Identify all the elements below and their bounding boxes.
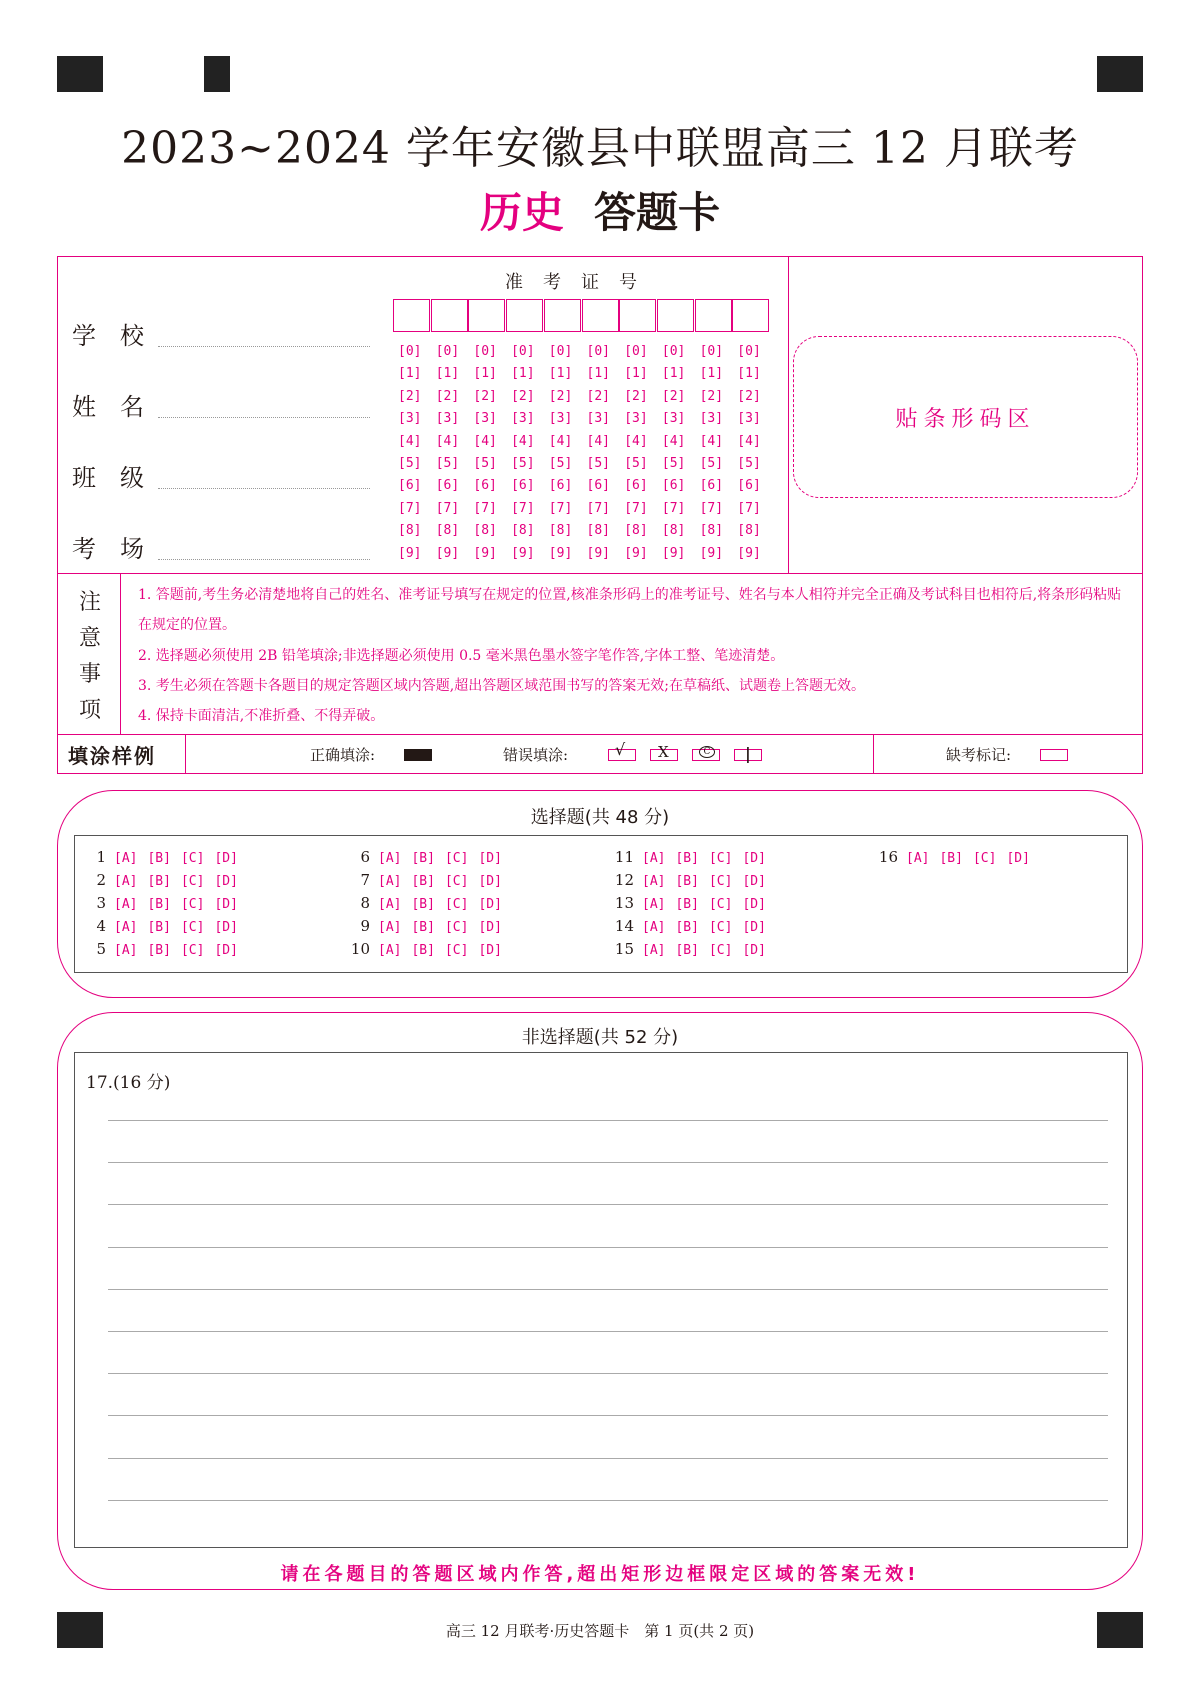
answer-option-bubble[interactable]: [B] [675, 874, 699, 889]
check-mark: √ [615, 740, 626, 759]
answer-line [108, 1204, 1108, 1205]
notice-item-3: 3. 考生必须在答题卡各题目的规定答题区域内答题,超出答题区域范围书写的答案无效;在草稿纸、试题卷上答题无效。 [138, 678, 865, 694]
answer-option-bubble[interactable]: [B] [411, 943, 435, 958]
exam-number-digit-bubble[interactable]: [8] [699, 523, 724, 539]
answer-option-bubble[interactable]: [D] [214, 851, 238, 866]
answer-option-bubble[interactable]: [A] [642, 943, 666, 958]
exam-number-digit-bubble[interactable]: [6] [473, 478, 497, 494]
exam-number-digit-bubble[interactable]: [5] [586, 456, 610, 471]
answer-option-bubble[interactable]: [D] [214, 920, 238, 935]
wrong-fill-sample-1 [608, 740, 636, 761]
question-number: 14 [614, 917, 634, 935]
exam-number-digit-bubble[interactable]: [4] [473, 433, 497, 449]
answer-option-bubble[interactable]: [C] [444, 874, 469, 889]
answer-line [108, 1415, 1108, 1416]
exam-number-digit-bubble[interactable]: [0] [699, 344, 724, 359]
choice-question-row [74, 940, 248, 958]
exam-number-digit-bubble[interactable]: [5] [435, 456, 460, 471]
answer-option-bubble[interactable]: [A] [378, 897, 402, 912]
exam-number-digit-bubble[interactable]: [8] [473, 523, 497, 539]
question-number: 4 [96, 917, 106, 935]
registration-mark-top-center [204, 56, 230, 92]
absent-mark-box[interactable] [1040, 749, 1068, 761]
answer-option-bubble[interactable]: [C] [444, 920, 469, 935]
exam-number-digit-bubble[interactable]: [4] [548, 433, 573, 449]
exam-number-digit-bubble[interactable]: [8] [624, 523, 648, 539]
exam-number-digit-bubble[interactable]: [8] [737, 523, 761, 539]
answer-line [108, 1373, 1108, 1374]
school-line [158, 346, 370, 347]
exam-number-digit-bubble[interactable]: [2] [699, 388, 724, 404]
exam-number-digit-bubble[interactable]: [3] [737, 411, 761, 427]
choice-question-row [602, 848, 776, 866]
exam-number-digit-bubble[interactable]: [2] [737, 388, 761, 404]
question-17-label: 17.(16 分) [86, 1073, 171, 1093]
exam-number-digit-bubble[interactable]: [4] [435, 433, 460, 449]
answer-option-bubble[interactable]: [A] [378, 920, 402, 935]
exam-number-digit-bubble[interactable]: [7] [661, 500, 686, 516]
exam-number-title: 准考证号 [505, 272, 657, 293]
choice-question-row [602, 917, 776, 935]
exam-number-digit-bubble[interactable]: [7] [586, 500, 610, 516]
answer-option-bubble[interactable]: [B] [675, 851, 699, 866]
divider [185, 734, 186, 774]
answer-line [108, 1247, 1108, 1248]
choice-section-title: 选择题(共 48 分) [530, 807, 670, 828]
exam-number-digit-bubble[interactable]: [8] [548, 523, 573, 539]
exam-number-digit-bubble[interactable]: [5] [511, 456, 535, 471]
answer-option-bubble[interactable]: [A] [378, 874, 402, 889]
exam-number-digit-bubble[interactable]: [2] [473, 388, 497, 404]
exam-number-box[interactable] [657, 299, 694, 332]
exam-number-digit-bubble[interactable]: [0] [661, 344, 686, 359]
answer-option-bubble[interactable]: [A] [906, 851, 930, 866]
question-number: 10 [350, 940, 370, 958]
exam-number-digit-bubble[interactable]: [8] [586, 523, 610, 539]
exam-number-digit-bubble[interactable]: [9] [473, 545, 497, 561]
answer-option-bubble[interactable]: [D] [478, 874, 502, 889]
exam-number-digit-bubble[interactable]: [6] [586, 478, 610, 494]
exam-number-digit-bubble[interactable]: [4] [398, 433, 422, 449]
exam-number-digit-bubble[interactable]: [8] [435, 523, 460, 539]
card-subtitle [0, 180, 1200, 240]
answer-option-bubble[interactable]: [C] [708, 920, 733, 935]
exam-number-digit-bubble[interactable]: [3] [473, 411, 497, 427]
exam-number-digit-bubble[interactable]: [0] [737, 344, 761, 359]
answer-option-bubble[interactable]: [C] [708, 943, 733, 958]
answer-option-bubble[interactable]: [B] [411, 874, 435, 889]
exam-number-digit-bubble[interactable]: [7] [473, 500, 497, 516]
answer-option-bubble[interactable]: [D] [742, 851, 766, 866]
notice-item-2: 2. 选择题必须使用 2B 铅笔填涂;非选择题必须使用 0.5 毫米黑色墨水签字笔作答,字体工整、笔迹清楚。 [138, 648, 785, 664]
exam-number-digit-bubble[interactable]: [2] [435, 388, 460, 404]
correct-fill-label: 正确填涂: [310, 746, 376, 764]
exam-number-digit-bubble[interactable]: [4] [737, 433, 761, 449]
class-field[interactable] [72, 458, 372, 493]
name-line [158, 417, 370, 418]
answer-option-bubble[interactable]: [B] [147, 920, 171, 935]
notice-item-1: 1. 答题前,考生务必清楚地将自己的姓名、准考证号填写在规定的位置,核准条形码上的准考证号、姓名与本人相符并完全正确及考试科目也相符后,将条形码粘贴在规定的位置。 [138, 587, 1122, 633]
exam-number-box[interactable] [506, 299, 543, 332]
exam-number-box[interactable] [732, 299, 769, 332]
exam-number-box[interactable] [431, 299, 468, 332]
answer-option-bubble[interactable]: [C] [444, 897, 469, 912]
exam-number-digit-bubble[interactable]: [5] [661, 456, 686, 471]
answer-option-bubble[interactable]: [C] [444, 943, 469, 958]
answer-option-bubble[interactable]: [B] [675, 920, 699, 935]
question-number: 15 [614, 940, 634, 958]
answer-option-bubble[interactable]: [C] [708, 851, 733, 866]
page-footer: 高三 12 月联考·历史答题卡 第 1 页(共 2 页) [445, 1622, 755, 1640]
answer-option-bubble[interactable]: [D] [742, 874, 766, 889]
question-number: 12 [614, 871, 634, 889]
answer-option-bubble[interactable]: [B] [147, 851, 171, 866]
exam-number-digit-bubble[interactable]: [1] [737, 366, 761, 382]
question-number: 13 [614, 894, 634, 912]
notice-item-4: 4. 保持卡面清洁,不准折叠、不得弄破。 [138, 708, 385, 724]
exam-number-digit-bubble[interactable]: [5] [548, 456, 573, 471]
question-number: 11 [614, 848, 634, 866]
exam-number-digit-bubble[interactable]: [9] [661, 545, 686, 561]
answer-option-bubble[interactable]: [B] [675, 897, 699, 912]
answer-option-bubble[interactable]: [C] [180, 874, 205, 889]
bar-mark: | [745, 744, 751, 763]
answer-option-bubble[interactable]: [D] [478, 897, 502, 912]
room-label: 考 场 [72, 535, 144, 563]
choice-question-row [338, 871, 512, 889]
exam-number-digit-bubble[interactable]: [3] [511, 411, 535, 427]
answer-option-bubble[interactable]: [A] [114, 943, 138, 958]
room-line [158, 559, 370, 560]
answer-option-bubble[interactable]: [B] [147, 943, 171, 958]
exam-number-digit-bubble[interactable]: [8] [398, 523, 422, 539]
exam-number-box[interactable] [544, 299, 581, 332]
exam-number-digit-bubble[interactable]: [2] [548, 388, 573, 404]
wrong-fill-sample-3 [692, 749, 720, 761]
exam-number-digit-bubble[interactable]: [6] [548, 478, 573, 494]
exam-number-digit-bubble[interactable]: [7] [511, 500, 535, 516]
answer-option-bubble[interactable]: [D] [214, 874, 238, 889]
exam-number-digit-bubble[interactable]: [1] [624, 366, 648, 382]
fill-sample-label: 填涂样例 [68, 744, 156, 768]
answer-option-bubble[interactable]: [A] [642, 874, 666, 889]
exam-number-digit-bubble[interactable]: [4] [511, 433, 535, 449]
answer-option-bubble[interactable]: [A] [378, 851, 402, 866]
name-label: 姓 名 [72, 393, 144, 421]
exam-number-digit-bubble[interactable]: [1] [398, 366, 422, 382]
answer-option-bubble[interactable]: [A] [378, 943, 402, 958]
choice-question-row [74, 917, 248, 935]
answer-option-bubble[interactable]: [D] [742, 943, 766, 958]
x-mark: X [658, 743, 669, 761]
divider [788, 256, 789, 573]
choice-question-row [602, 894, 776, 912]
answer-option-bubble[interactable]: [A] [114, 897, 138, 912]
exam-number-digit-bubble[interactable]: [2] [511, 388, 535, 404]
exam-title: 2023~2024 学年安徽县中联盟高三 12 月联考 [121, 123, 1079, 174]
answer-option-bubble[interactable]: [B] [147, 897, 171, 912]
exam-number-digit-bubble[interactable]: [3] [398, 411, 422, 427]
exam-number-digit-bubble[interactable]: [6] [511, 478, 535, 494]
card-name-label: 答题卡 [594, 188, 721, 237]
choice-question-row [74, 871, 248, 889]
answer-option-bubble[interactable]: [C] [180, 851, 205, 866]
exam-number-digit-bubble[interactable]: [1] [473, 366, 497, 382]
exam-number-digit-bubble[interactable]: [2] [624, 388, 648, 404]
class-line [158, 488, 370, 489]
divider [873, 734, 874, 774]
wrong-fill-sample-4 [734, 744, 762, 763]
open-section-title: 非选择题(共 52 分) [521, 1027, 679, 1048]
exam-number-digit-bubble[interactable]: [1] [699, 366, 724, 382]
exam-number-digit-bubble[interactable]: [7] [624, 500, 648, 516]
exam-number-digit-bubble[interactable]: [6] [661, 478, 686, 494]
notice-label: 注意事项 [78, 590, 101, 723]
exam-number-box[interactable] [695, 299, 732, 332]
answer-option-bubble[interactable]: [C] [444, 851, 469, 866]
answer-line [108, 1162, 1108, 1163]
exam-number-digit-bubble[interactable]: [4] [661, 433, 686, 449]
exam-number-digit-bubble[interactable]: [1] [548, 366, 573, 382]
exam-number-digit-bubble[interactable]: [7] [699, 500, 724, 516]
answer-option-bubble[interactable]: [D] [478, 920, 502, 935]
choice-question-row [74, 894, 248, 912]
exam-number-digit-bubble[interactable]: [0] [511, 344, 535, 359]
exam-number-digit-bubble[interactable]: [7] [435, 500, 460, 516]
answer-option-bubble[interactable]: [A] [114, 851, 138, 866]
answer-option-bubble[interactable]: [A] [114, 874, 138, 889]
exam-number-digit-bubble[interactable]: [4] [624, 433, 648, 449]
school-field[interactable] [72, 316, 372, 351]
answer-option-bubble[interactable]: [C] [708, 897, 733, 912]
wrong-fill-sample-2 [650, 743, 678, 761]
answer-line [108, 1500, 1108, 1501]
exam-number-box[interactable] [468, 299, 505, 332]
barcode-area: 贴条形码区 [793, 336, 1138, 498]
exam-number-digit-bubble[interactable]: [3] [661, 411, 686, 427]
exam-number-digit-bubble[interactable]: [9] [511, 545, 535, 561]
exam-number-digit-bubble[interactable]: [8] [511, 523, 535, 539]
question-number: 3 [96, 894, 106, 912]
exam-number-digit-bubble[interactable]: [7] [548, 500, 573, 516]
choice-question-row [866, 848, 1040, 866]
exam-number-digit-bubble[interactable]: [0] [548, 344, 573, 359]
choice-question-row [338, 940, 512, 958]
answer-option-bubble[interactable]: [B] [147, 874, 171, 889]
answer-option-bubble[interactable]: [D] [478, 851, 502, 866]
answer-option-bubble[interactable]: [D] [1006, 851, 1030, 866]
exam-number-digit-bubble[interactable]: [7] [737, 500, 761, 516]
choice-question-row [602, 871, 776, 889]
question-number: 6 [360, 848, 370, 866]
answer-option-bubble[interactable]: [B] [411, 920, 435, 935]
exam-number-digit-bubble[interactable]: [6] [398, 478, 422, 494]
exam-number-digit-bubble[interactable]: [3] [435, 411, 460, 427]
correct-fill-sample [404, 749, 432, 761]
answer-option-bubble[interactable]: [C] [180, 920, 205, 935]
exam-number-digit-bubble[interactable]: [3] [586, 411, 610, 427]
exam-number-digit-bubble[interactable]: [1] [511, 366, 535, 382]
question-number: 8 [360, 894, 370, 912]
answer-option-bubble[interactable]: [D] [214, 897, 238, 912]
exam-number-digit-bubble[interactable]: [4] [586, 433, 610, 449]
exam-number-digit-bubble[interactable]: [6] [737, 478, 761, 494]
question-number: 5 [96, 940, 106, 958]
exam-number-digit-bubble[interactable]: [5] [699, 456, 724, 471]
exam-number-digit-bubble[interactable]: [7] [398, 500, 422, 516]
question-number: 9 [360, 917, 370, 935]
answer-line [108, 1289, 1108, 1290]
exam-number-digit-bubble[interactable]: [9] [699, 545, 724, 561]
exam-number-digit-bubble[interactable]: [9] [548, 545, 573, 561]
answer-option-bubble[interactable]: [C] [972, 851, 997, 866]
divider [120, 573, 121, 734]
answer-option-bubble[interactable]: [B] [675, 943, 699, 958]
exam-number-digit-bubble[interactable]: [8] [661, 523, 686, 539]
exam-number-box[interactable] [582, 299, 619, 332]
exam-number-digit-bubble[interactable]: [0] [473, 344, 497, 359]
exam-number-digit-bubble[interactable]: [1] [435, 366, 460, 382]
answer-option-bubble[interactable]: [B] [411, 851, 435, 866]
exam-number-digit-bubble[interactable]: [3] [699, 411, 724, 427]
exam-number-digit-bubble[interactable]: [0] [624, 344, 648, 359]
absent-mark-label: 缺考标记: [946, 746, 1012, 764]
answer-option-bubble[interactable]: [D] [478, 943, 502, 958]
answer-option-bubble[interactable]: [B] [411, 897, 435, 912]
answer-option-bubble[interactable]: [A] [642, 920, 666, 935]
registration-mark-top-right [1097, 56, 1143, 92]
choice-question-row [602, 940, 776, 958]
exam-number-digit-bubble[interactable]: [9] [586, 545, 610, 561]
answer-option-bubble[interactable]: [C] [180, 943, 205, 958]
choice-question-row [338, 894, 512, 912]
exam-number-digit-bubble[interactable]: [6] [435, 478, 460, 494]
exam-number-digit-bubble[interactable]: [2] [398, 388, 422, 404]
exam-number-box[interactable] [619, 299, 656, 332]
divider [57, 734, 1143, 735]
choice-question-row [338, 917, 512, 935]
answer-option-bubble[interactable]: [A] [642, 897, 666, 912]
exam-number-digit-bubble[interactable]: [2] [661, 388, 686, 404]
choice-question-row [338, 848, 512, 866]
question-number: 16 [878, 848, 898, 866]
answer-option-bubble[interactable]: [A] [642, 851, 666, 866]
answer-option-bubble[interactable]: [C] [708, 874, 733, 889]
exam-number-digit-bubble[interactable]: [0] [586, 344, 610, 359]
name-field[interactable] [72, 387, 372, 422]
exam-number-digit-bubble[interactable]: [9] [398, 545, 422, 561]
exam-number-digit-bubble[interactable]: [2] [586, 388, 610, 404]
exam-number-digit-bubble[interactable]: [4] [699, 433, 724, 449]
exam-number-digit-bubble[interactable]: [9] [737, 545, 761, 561]
exam-number-digit-bubble[interactable]: [5] [737, 456, 761, 471]
registration-mark-top-left [57, 56, 103, 92]
choice-question-row [74, 848, 248, 866]
open-answer-area[interactable] [74, 1052, 1128, 1548]
circle-mark: C [699, 746, 715, 758]
room-field[interactable] [72, 529, 372, 564]
answer-option-bubble[interactable]: [D] [742, 920, 766, 935]
answer-option-bubble[interactable]: [C] [180, 897, 205, 912]
answer-option-bubble[interactable]: [B] [939, 851, 963, 866]
class-label: 班 级 [72, 464, 144, 492]
answer-option-bubble[interactable]: [D] [214, 943, 238, 958]
exam-number-digit-bubble[interactable]: [3] [548, 411, 573, 427]
answer-area-warning: 请在各题目的答题区域内作答,超出矩形边框限定区域的答案无效! [280, 1564, 920, 1585]
exam-number-box[interactable] [393, 299, 430, 332]
answer-option-bubble[interactable]: [A] [114, 920, 138, 935]
answer-line [108, 1331, 1108, 1332]
divider [57, 573, 1143, 574]
exam-number-digit-bubble[interactable]: [5] [624, 456, 648, 471]
exam-number-digit-bubble[interactable]: [9] [435, 545, 460, 561]
exam-number-digit-bubble[interactable]: [0] [398, 344, 422, 359]
exam-number-digit-bubble[interactable]: [6] [699, 478, 724, 494]
exam-number-digit-bubble[interactable]: [5] [398, 456, 422, 471]
answer-line [108, 1120, 1108, 1121]
answer-option-bubble[interactable]: [D] [742, 897, 766, 912]
wrong-fill-label: 错误填涂: [503, 746, 569, 764]
answer-line [108, 1458, 1108, 1459]
school-label: 学 校 [72, 322, 144, 350]
exam-number-digit-bubble[interactable]: [1] [661, 366, 686, 382]
exam-number-digit-bubble[interactable]: [1] [586, 366, 610, 382]
question-number: 1 [96, 848, 106, 866]
exam-number-digit-bubble[interactable]: [5] [473, 456, 497, 471]
subject-label: 历史 [479, 188, 564, 237]
exam-number-digit-bubble[interactable]: [0] [435, 344, 460, 359]
exam-number-digit-bubble[interactable]: [6] [624, 478, 648, 494]
exam-number-digit-bubble[interactable]: [3] [624, 411, 648, 427]
question-number: 7 [360, 871, 370, 889]
exam-number-digit-bubble[interactable]: [9] [624, 545, 648, 561]
question-number: 2 [96, 871, 106, 889]
